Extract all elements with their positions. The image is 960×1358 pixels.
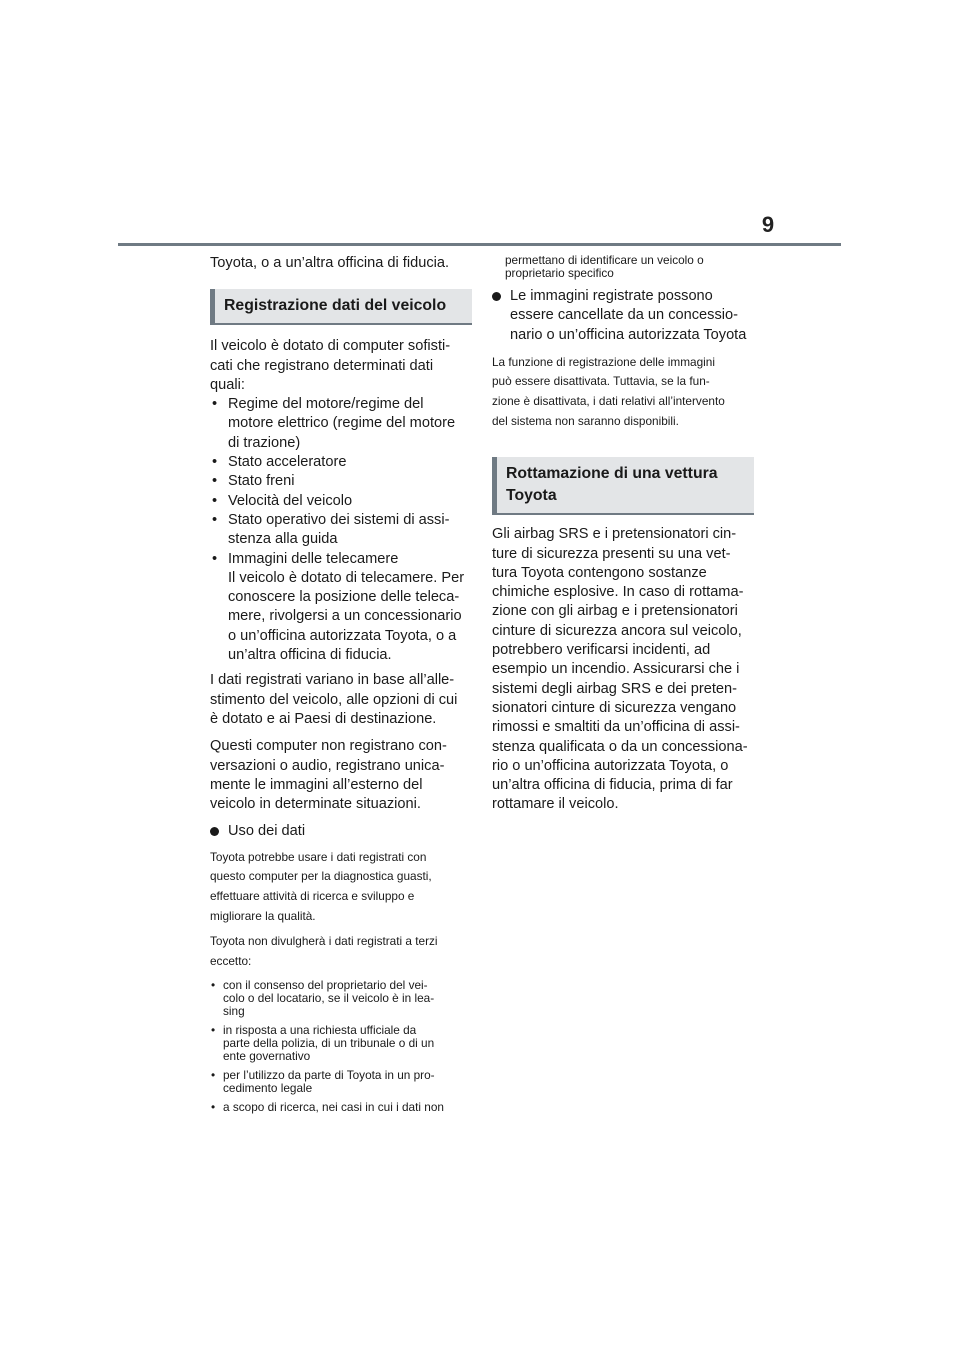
list-item: • a scopo di ricerca, nei casi in cui i dati non [210, 1101, 472, 1114]
paragraph-no-audio: Questi computer non registrano con- versazioni o audio, registrano unica- mente le immagini all’esterno del veicolo in determinate situazioni. [210, 738, 447, 813]
intro-text: Toyota, o a un’altra officina di fiducia. [210, 255, 450, 271]
usage-heading-item [210, 822, 472, 841]
list-item: • Velocità del veicolo [210, 492, 472, 511]
page-number: 9 [761, 212, 775, 237]
paragraph-variation: I dati registrati variano in base all’alle- stimento del veicolo, alle opzioni di cui è dotato e ai Paesi di destinazione. [210, 672, 458, 727]
list-item: • Regime del motore/regime del motore elettrico (regime del motore di trazione) [210, 395, 472, 453]
usage-heading: Uso dei dati [228, 823, 306, 840]
scrapping-text: Gli airbag SRS e i pretensionatori cin- ture di sicurezza presenti su una vet- tura Toyota contengono sostanze chimiche esplosive. In caso di rottama- zione con gli airbag e i pretensionatori cinture di sicurezza ancora sul veicolo, potrebbero verificarsi incidenti, ad esempio un incendio. Assicurarsi che i sistemi degli airbag SRS e dei preten- sionatori cinture di sicurezza vengano rimossi e smaltiti da un’officina di assi- stenza qualificata o da un concessiona- rio o un’officina autorizzata Toyota, o un’altra officina di fiducia, prima di far rottamare il veicolo. [492, 526, 748, 813]
bullet-dot-icon [210, 827, 219, 836]
continuation-text: permettano di identificare un veicolo o proprietario specifico [505, 253, 704, 280]
section-heading-data-recording: Registrazione dati del veicolo [210, 289, 472, 325]
list-item: • Immagini delle telecamere Il veicolo è dotato di telecamere. Per conoscere la posizione delle teleca- mere, rivolgersi a un concessionario o un’officina autorizzata Toyota, o a un’altra officina di fiducia. [210, 550, 472, 666]
disclosure-text: Toyota non divulgherà i dati registrati a terzi eccetto: [210, 934, 438, 968]
list-item: • in risposta a una richiesta ufficiale da parte della polizia, di un tribunale o di un ente governativo [210, 1024, 472, 1063]
bullet-dot-icon [492, 292, 501, 301]
usage-text: Toyota potrebbe usare i dati registrati con questo computer per la diagnostica guasti, effettuare attività di ricerca e sviluppo e migliorare la qualità. [210, 849, 432, 923]
recorded-data-list [210, 395, 472, 665]
header-rule [118, 243, 841, 246]
list-item: • con il consenso del proprietario del vei- colo o del locatario, se il veicolo è in lea- sing [210, 979, 472, 1018]
images-bullet-item [492, 287, 754, 345]
section-intro: Il veicolo è dotato di computer sofisti- cati che registrano determinati dati quali: [210, 338, 451, 393]
images-bullet: Le immagini registrate possono essere cancellate da un concessio- nario o un’officina autorizzata Toyota [510, 288, 747, 343]
section-heading-scrapping: Rottamazione di una vettura Toyota [492, 457, 754, 515]
list-item: • Stato operativo dei sistemi di assi- stenza alla guida [210, 511, 472, 550]
list-item: • Stato freni [210, 472, 472, 491]
list-item: • per l’utilizzo da parte di Toyota in un pro- cedimento legale [210, 1069, 472, 1095]
left-column [210, 254, 472, 1120]
disclosure-list [210, 979, 472, 1114]
images-note: La funzione di registrazione delle immagini può essere disattivata. Tuttavia, se la fun- zione è disattivata, i dati relativi all’intervento del sistema non saranno disponibili. [492, 354, 725, 428]
list-item: • Stato acceleratore [210, 453, 472, 472]
right-column [492, 254, 754, 823]
